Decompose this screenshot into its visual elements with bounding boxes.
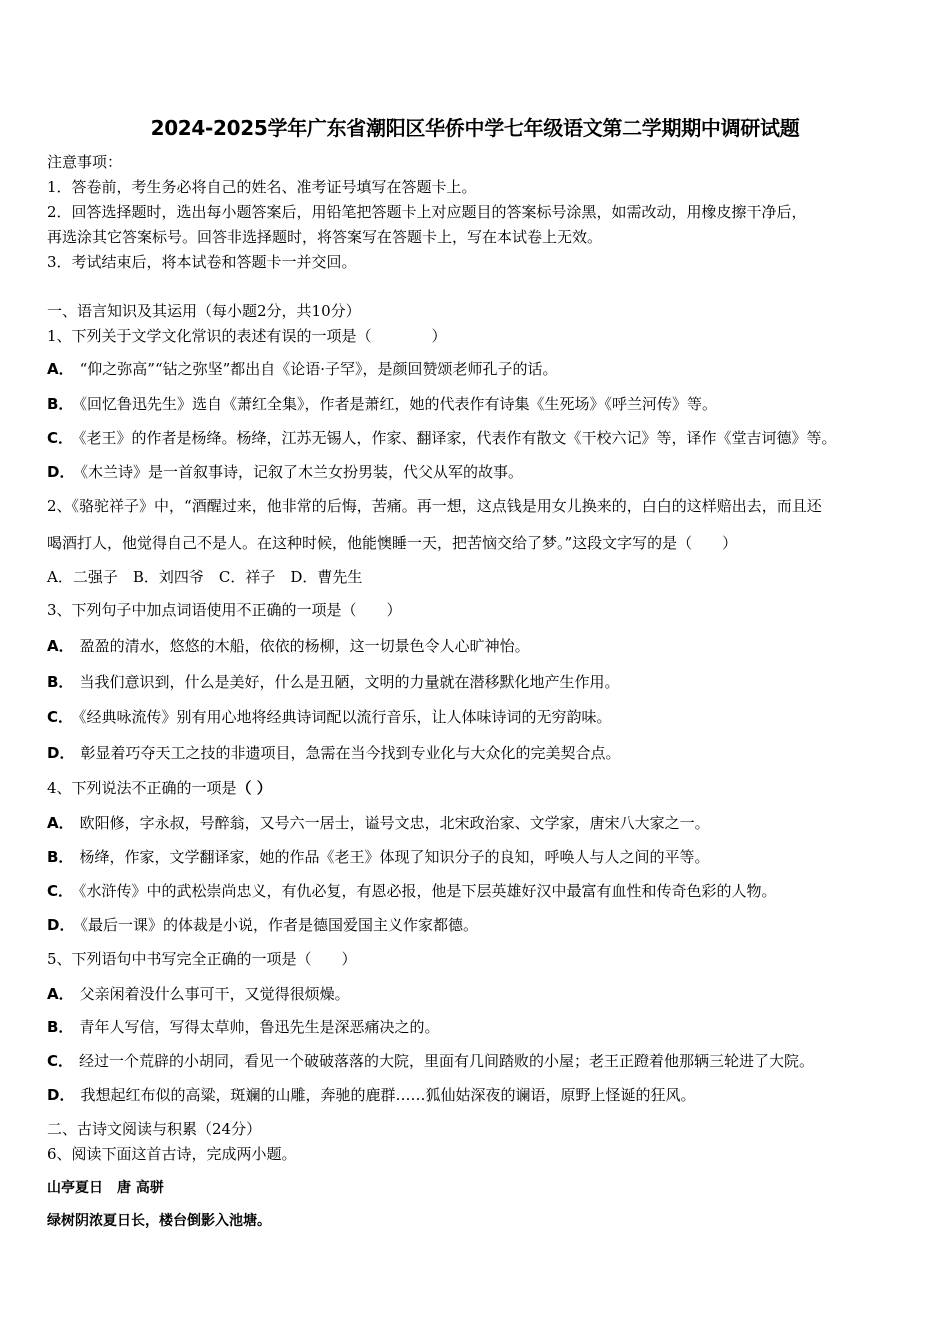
notice-item: 2．回答选择题时，选出每小题答案后，用铅笔把答题卡上对应题目的答案标号涂黑，如需改动，用橡皮擦干净后，: [47, 203, 807, 221]
question-option: [47, 359, 558, 379]
option-letter: A．: [47, 360, 74, 378]
question-option: [47, 636, 530, 656]
option-text: 青年人写信，写得太草帅，鲁迅先生是深恶痛决之的。: [79, 1018, 440, 1036]
option-letter: C．: [47, 882, 74, 900]
option-text: 《木兰诗》是一首叙事诗，记叙了木兰女扮男装，代父从军的故事。: [80, 463, 523, 481]
option-text: 经过一个荒辟的小胡同，看见一个破破落落的大院，里面有几间踏败的小屋；老王正蹬着他那辆三轮进了大院。: [79, 1052, 815, 1070]
question-stem: 3、下列句子中加点词语使用不正确的一项是（ ）: [47, 601, 402, 619]
question-option: [47, 1017, 439, 1037]
question-stem: [47, 778, 272, 798]
option-letter: D．: [47, 1086, 75, 1104]
question-option: [47, 462, 523, 482]
question-stem-text: 4、下列说法不正确的一项是: [47, 779, 237, 797]
notice-item: 再选涂其它答案标号。回答非选择题时，将答案写在答题卡上，写在本试卷上无效。: [47, 228, 603, 246]
question-option: [47, 1085, 695, 1105]
option-letter: B．: [47, 1018, 74, 1036]
option-text: 《回忆鲁迅先生》选自《萧红全集》，作者是萧红，她的代表作有诗集《生死场》《呼兰河传》等。: [79, 395, 717, 413]
question-option: [47, 428, 837, 448]
question-options-inline: A．二强子 B．刘四爷 C．祥子 D．曹先生: [47, 568, 363, 586]
option-text: 盈盈的清水，悠悠的木船，依依的杨柳，这一切景色令人心旷神怡。: [79, 637, 530, 655]
notice-item: 3．考试结束后，将本试卷和答题卡一并交回。: [47, 253, 357, 271]
question-option: [47, 813, 710, 833]
question-option: [47, 707, 612, 727]
option-letter: B．: [47, 848, 74, 866]
question-stem: 6、阅读下面这首古诗，完成两小题。: [47, 1145, 297, 1163]
question-stem: 1、下列关于文学文化常识的表述有误的一项是（ ）: [47, 327, 447, 345]
question-option: [47, 984, 350, 1004]
option-text: 《最后一课》的体裁是小说，作者是德国爱国主义作家都德。: [80, 916, 478, 934]
option-letter: D．: [47, 463, 75, 481]
question-option: [47, 1051, 814, 1071]
section-heading: 一、语言知识及其运用（每小题2分，共10分）: [47, 302, 361, 320]
option-text: 杨绛，作家，文学翻译家，她的作品《老王》体现了知识分子的良知，呼唤人与人之间的平等。: [79, 848, 710, 866]
poem-line: 绿树阴浓夏日长，楼台倒影入池塘。: [47, 1213, 271, 1229]
option-text: 欧阳修，字永叔，号醉翁，又号六一居士，谥号文忠，北宋政治家、文学家，唐宋八大家之一。: [79, 814, 710, 832]
option-letter: A．: [47, 814, 74, 832]
notice-item: 1．答卷前，考生务必将自己的姓名、准考证号填写在答题卡上。: [47, 178, 477, 196]
option-text: 《水浒传》中的武松崇尚忠义，有仇必复，有恩必报，他是下层英雄好汉中最富有血性和传奇色彩的人物。: [79, 882, 777, 900]
notice-heading: 注意事项：: [47, 153, 123, 171]
option-text: 父亲闲着没什么事可干，又觉得很烦燥。: [79, 985, 350, 1003]
question-stem: 喝酒打人，他觉得自己不是人。在这种时候，他能懊睡一天，把苦恼交给了梦。”这段文字写的是（ ）: [47, 534, 738, 552]
option-letter: C．: [47, 708, 74, 726]
option-text: 《经典咏流传》别有用心地将经典诗词配以流行音乐，让人体味诗词的无穷韵味。: [79, 708, 612, 726]
question-option: [47, 915, 478, 935]
option-letter: B．: [47, 673, 74, 691]
option-letter: C．: [47, 429, 74, 447]
question-option: [47, 394, 717, 414]
poem-title: 山亭夏日 唐 高骈: [47, 1180, 164, 1196]
option-text: 《老王》的作者是杨绛。杨绛，江苏无锡人，作家、翻译家，代表作有散文《干校六记》等，译作《堂吉诃德》等。: [79, 429, 837, 447]
question-stem: 5、下列语句中书写完全正确的一项是（ ）: [47, 950, 357, 968]
option-letter: A．: [47, 637, 74, 655]
option-text: 彰显着巧夺天工之技的非遗项目，急需在当今找到专业化与大众化的完美契合点。: [80, 744, 621, 762]
page-title: 2024-2025学年广东省潮阳区华侨中学七年级语文第二学期期中调研试题: [150, 116, 800, 140]
question-option: [47, 847, 709, 867]
answer-paren: （ ）: [236, 779, 272, 797]
option-text: 当我们意识到，什么是美好，什么是丑陋，文明的力量就在潜移默化地产生作用。: [79, 673, 620, 691]
option-letter: A．: [47, 985, 74, 1003]
option-letter: C．: [47, 1052, 74, 1070]
question-stem: 2、《骆驼祥子》中，“酒醒过来，他非常的后悔，苦痛。再一想，这点钱是用女儿换来的，白白的这样赔出去，而且还: [47, 497, 822, 515]
section-heading: 二、古诗文阅读与积累（24分）: [47, 1120, 262, 1138]
option-letter: B．: [47, 395, 74, 413]
question-option: [47, 672, 619, 692]
option-text: “仰之弥高”“钻之弥坚”都出自《论语·子罕》，是颜回赞颂老师孔子的话。: [79, 360, 558, 378]
option-letter: D．: [47, 916, 75, 934]
option-letter: D．: [47, 744, 75, 762]
question-option: [47, 743, 620, 763]
option-text: 我想起红布似的高粱，斑斓的山雕，奔驰的鹿群……狐仙姑深夜的谰语，原野上怪诞的狂风。: [80, 1086, 696, 1104]
question-option: [47, 881, 777, 901]
